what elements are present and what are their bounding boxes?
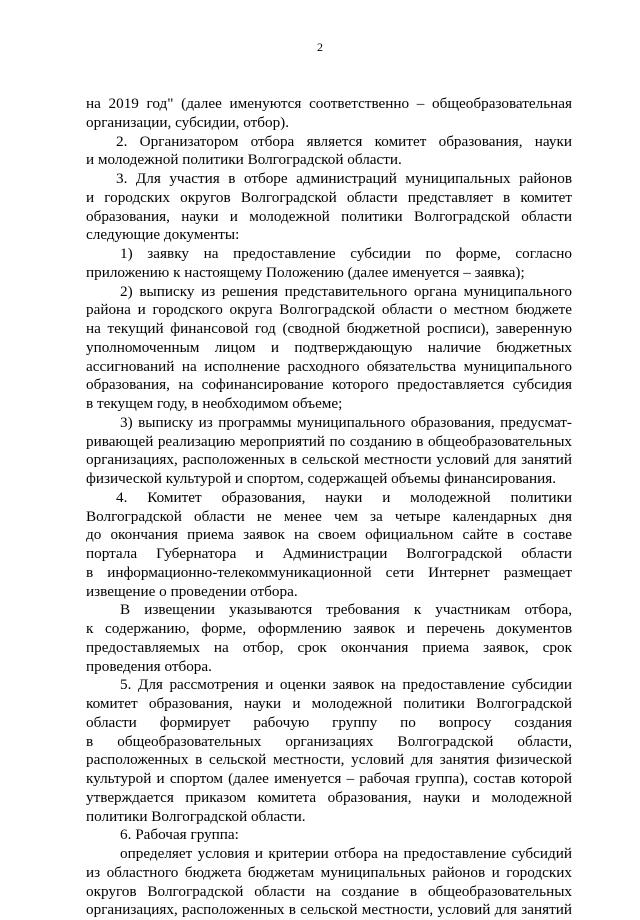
text-line: политики Волгоградской области. <box>86 807 306 825</box>
text-line: 2) выписку из решения представительного органа муниципального <box>120 282 572 300</box>
paragraph <box>86 170 572 245</box>
text-line: 3) выписку из программы муниципального образования, предусмат- <box>120 413 572 431</box>
paragraph <box>86 95 572 133</box>
paragraph <box>86 283 572 414</box>
paragraph <box>86 245 572 283</box>
text-line: организациях, расположенных в сельской местности, условий для занятий <box>86 901 572 919</box>
text-line: района и городского округа Волгоградской области о местном бюджете <box>86 301 572 319</box>
document-body <box>86 95 572 920</box>
text-line: образования, науки и молодежной политики Волгоградской области <box>86 207 572 225</box>
text-line: комитет образования, науки и молодежной политики Волгоградской <box>86 695 572 712</box>
text-line: уполномоченным лицом и подтверждающую наличие бюджетных <box>86 338 572 356</box>
text-line: извещение о проведении отбора. <box>86 582 298 600</box>
text-line: приложению к настоящему Положению (далее именуется – заявка); <box>86 263 525 281</box>
text-line: следующие документы: <box>86 226 240 244</box>
text-line: ривающей реализацию мероприятий по созданию в общеобразовательных <box>86 432 572 450</box>
text-line: 6. Рабочая группа: <box>120 826 239 844</box>
paragraph <box>86 676 572 826</box>
text-line: на текущий финансовой год (сводной бюджетной росписи), заверенную <box>86 320 572 337</box>
paragraph <box>86 601 572 676</box>
text-line: предоставляемых на отбор, срок окончания приема заявок, срок <box>86 638 572 656</box>
text-line: 2. Организатором отбора является комитет образования, науки <box>116 132 572 150</box>
text-line: портала Губернатора и Администрации Волгоградской области <box>86 545 572 562</box>
text-line: округов Волгоградской области на создание в общеобразовательных <box>86 882 572 900</box>
paragraph <box>86 414 572 489</box>
text-line: в текущем году, в необходимом объеме; <box>86 395 343 412</box>
text-line: В извещении указываются требования к участникам отбора, <box>120 601 572 619</box>
text-line: в информационно-телекоммуникационной сети Интернет размещает <box>86 563 572 581</box>
paragraph <box>86 826 572 845</box>
paragraph <box>86 133 572 171</box>
text-line: до окончания приема заявок на своем официальном сайте в составе <box>86 526 572 544</box>
text-line: в общеобразовательных организациях Волгоградской области, <box>86 732 572 750</box>
text-line: 5. Для рассмотрения и оценки заявок на предоставление субсидии <box>120 676 572 694</box>
paragraph <box>86 489 572 602</box>
text-line: определяет условия и критерии отбора на предоставление субсидий <box>120 845 572 862</box>
text-line: культурой и спортом (далее именуется – рабочая группа), состав которой <box>86 770 572 787</box>
text-line: расположенных в сельской местности, условий для занятия физической <box>86 751 572 769</box>
text-line: проведения отбора. <box>86 657 212 675</box>
text-line: из областного бюджета бюджетам муниципальных районов и городских <box>86 863 572 881</box>
text-line: ассигнований на исполнение расходного обязательства муниципального <box>86 357 572 375</box>
text-line: 3. Для участия в отборе администраций муниципальных районов <box>116 170 572 187</box>
text-line: 1) заявку на предоставление субсидии по форме, согласно <box>120 245 572 262</box>
text-line: к содержанию, форме, оформлению заявок и перечень документов <box>86 620 572 637</box>
paragraph <box>86 845 572 920</box>
text-line: организациях, расположенных в сельской местности условий для занятий <box>86 451 572 469</box>
page-number: 2 <box>317 40 323 54</box>
text-line: и городских округов Волгоградской области представляет в комитет <box>86 188 572 206</box>
text-line: 4. Комитет образования, науки и молодежной политики <box>116 488 572 506</box>
text-line: Волгоградской области не менее чем за четыре календарных дня <box>86 507 572 525</box>
text-line: утверждается приказом комитета образования, науки и молодежной <box>86 788 572 806</box>
text-line: образования, на софинансирование которого предоставляется субсидия <box>86 376 572 394</box>
text-line: области формирует рабочую группу по вопросу создания <box>86 713 572 731</box>
text-line: организации, субсидии, отбор). <box>86 113 290 131</box>
text-line: и молодежной политики Волгоградской области. <box>86 151 402 169</box>
text-line: физической культурой и спортом, содержащей объемы финансирования. <box>86 470 557 487</box>
text-line: на 2019 год" (далее именуются соответственно – общеобразовательная <box>86 95 572 112</box>
